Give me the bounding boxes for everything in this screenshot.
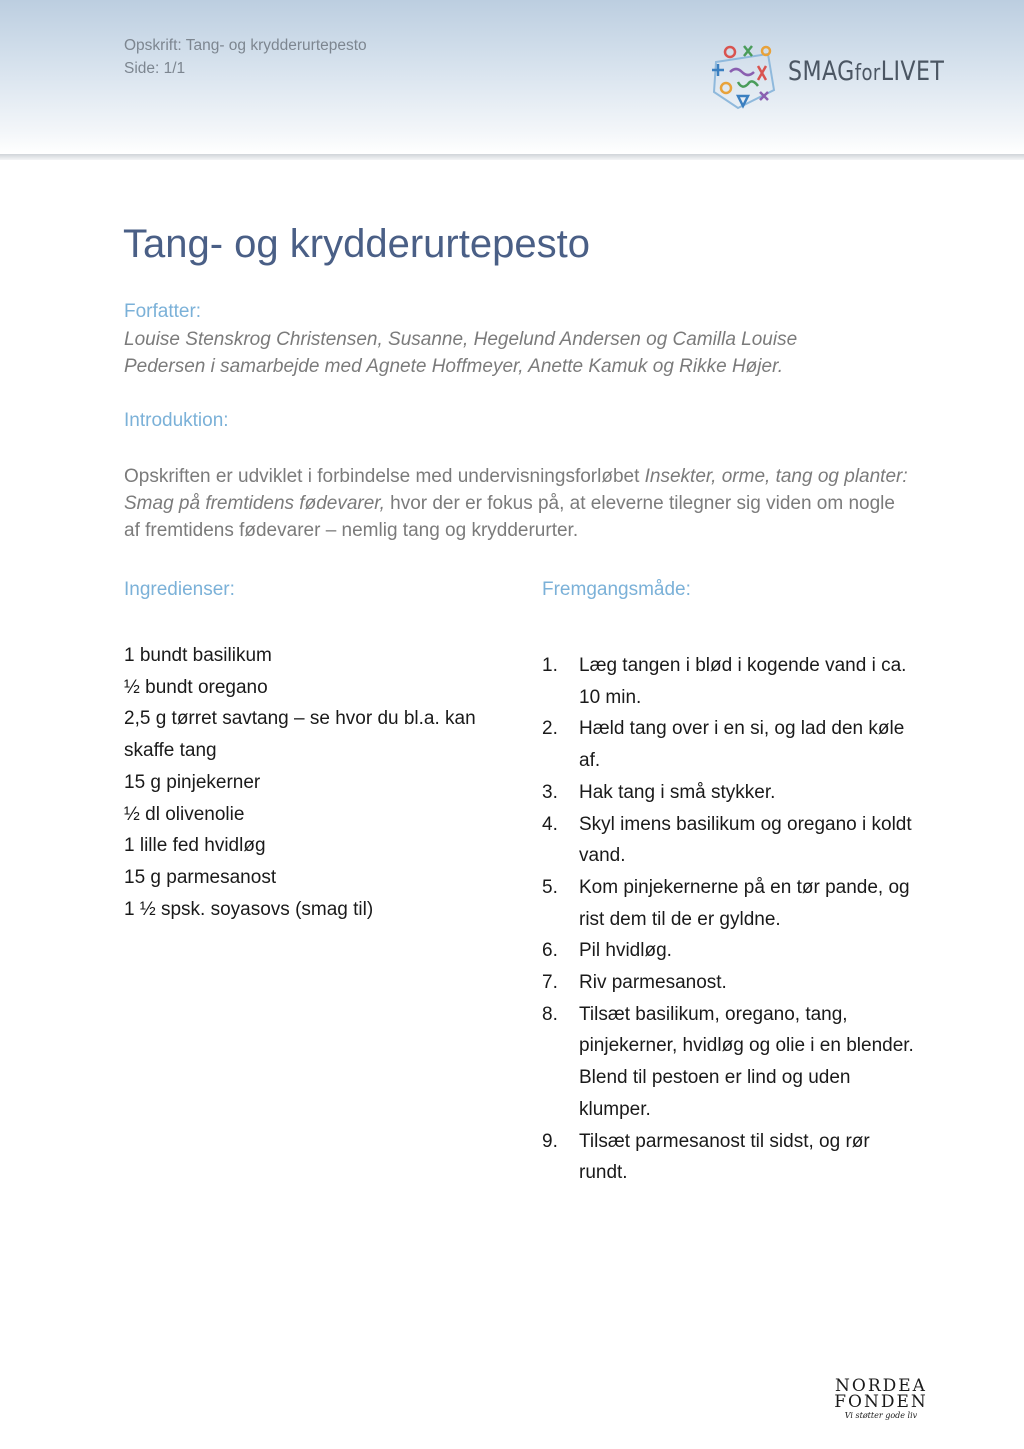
ingredient-item: 15 g parmesanost <box>124 866 277 888</box>
step-text: Kom pinjekernerne på en tør pande, og rist dem til de er gyldne. <box>579 876 910 930</box>
recipe-line: Opskrift: Tang- og krydderurtepesto <box>124 37 367 54</box>
method-step <box>542 713 922 776</box>
step-number: 9. <box>542 1130 558 1152</box>
header-divider <box>0 154 1024 160</box>
ingredient-item: 15 g pinjekerner <box>124 771 261 793</box>
step-text: Hæld tang over i en si, og lad den køle af. <box>579 718 905 772</box>
method-step <box>542 809 922 872</box>
step-number: 8. <box>542 1003 558 1025</box>
method-step <box>542 999 922 1126</box>
step-text: Skyl imens basilikum og oregano i koldt vand. <box>579 813 912 867</box>
ingredient-item: 1 ½ spsk. soyasovs (smag til) <box>124 898 374 920</box>
recipe-title: Tang- og krydderurtepesto <box>123 222 590 266</box>
ingredient-item: ½ dl olivenolie <box>124 803 245 825</box>
ingredients-label: Ingredienser: <box>124 579 235 600</box>
step-number: 2. <box>542 718 558 740</box>
step-text: Tilsæt parmesanost til sidst, og rør rundt. <box>579 1130 870 1184</box>
nordea-logo-line1: NORDEA <box>835 1376 927 1396</box>
step-text: Hak tang i små stykker. <box>579 781 776 803</box>
step-number: 4. <box>542 813 558 835</box>
step-text: Læg tangen i blød i kogende vand i ca. 10 min. <box>579 655 907 708</box>
smag-for-livet-logo <box>708 42 948 114</box>
ingredient-item: 1 bundt basilikum <box>124 645 272 666</box>
method-step <box>542 967 922 999</box>
step-number: 3. <box>542 781 558 803</box>
author-text: Louise Stenskrog Christensen, Susanne, Hegelund Andersen og Camilla Louise Pedersen i samarbejde med Agnete Hoffmeyer, Anette Kamuk og Rikke Højer. <box>124 329 798 377</box>
step-number: 7. <box>542 972 558 994</box>
nordea-logo-line2: FONDEN <box>834 1392 928 1412</box>
ingredient-item: 2,5 g tørret savtang – se hvor du bl.a. kan skaffe tang <box>124 708 476 762</box>
step-number: 1. <box>542 655 558 676</box>
step-number: 5. <box>542 876 558 898</box>
ingredient-item: 1 lille fed hvidløg <box>124 835 266 857</box>
ingredients-list <box>124 640 484 925</box>
introduction-label: Introduktion: <box>124 410 229 431</box>
logo-mark-icon <box>708 42 780 114</box>
nordea-tagline: Vi støtter gode liv <box>844 1411 918 1420</box>
method-step <box>542 777 922 809</box>
nordea-fonden-logo <box>826 1378 936 1424</box>
author-label: Forfatter: <box>124 301 202 322</box>
logo-text: SMAGforLIVET <box>788 56 945 87</box>
method-step <box>542 650 922 713</box>
ingredient-item: ½ bundt oregano <box>124 676 268 698</box>
step-text: Tilsæt basilikum, oregano, tang, pinjekerner, hvidløg og olie i en blender. Blend til pestoen er lind og uden klumper. <box>579 1003 914 1120</box>
method-step <box>542 935 922 967</box>
page-number: Side: 1/1 <box>124 60 186 77</box>
step-text: Pil hvidløg. <box>579 940 672 962</box>
step-text: Riv parmesanost. <box>579 972 727 994</box>
step-number: 6. <box>542 940 558 962</box>
method-label: Fremgangsmåde: <box>542 579 691 600</box>
method-step <box>542 872 922 935</box>
method-step <box>542 1126 922 1189</box>
introduction-text: Opskriften er udviklet i forbindelse med undervisningsforløbet Insekter, orme, tang og planter: Smag på fremtidens fødevarer, hvor der er fokus på, at eleverne tilegner sig viden om nogle af fremtidens fødevarer – nemlig tang og krydderurter. <box>124 466 908 541</box>
header-meta <box>124 34 367 80</box>
method-steps <box>542 650 922 1189</box>
